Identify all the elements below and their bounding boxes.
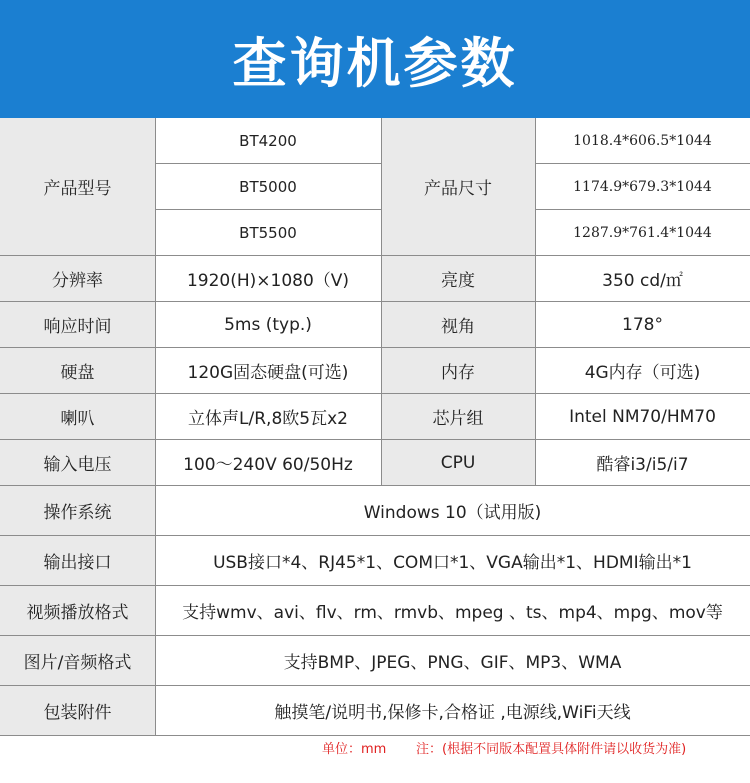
spec-value: 1920(H)×1080（V) [155, 256, 381, 301]
model-item: BT5500 [239, 223, 297, 242]
page-header [0, 0, 750, 118]
spec-row-pair [0, 256, 750, 302]
spec-row-pair [0, 394, 750, 440]
remark-note: 注：(根据不同版本配置具体附件请以收货为准) [416, 742, 687, 757]
footer-note [0, 738, 750, 756]
model-item: BT4200 [155, 118, 381, 164]
spec-label: 分辨率 [0, 256, 155, 301]
spec-row-wide [0, 686, 750, 736]
spec-value: 350 cd/㎡ [535, 256, 750, 301]
spec-label: 视频播放格式 [0, 586, 155, 635]
spec-row-model [0, 118, 750, 256]
spec-value: 4G内存（可选) [535, 348, 750, 393]
size-item: 1018.4*606.5*1044 [535, 118, 750, 164]
spec-label: 输出接口 [0, 536, 155, 585]
spec-value: 触摸笔/说明书,保修卡,合格证 ,电源线,WiFi天线 [155, 686, 750, 735]
spec-label: 视角 [381, 302, 535, 347]
spec-value: Intel NM70/HM70 [535, 394, 750, 439]
label-size: 产品尺寸 [381, 118, 535, 255]
spec-value: 支持wmv、avi、flv、rm、rmvb、mpeg 、ts、mp4、mpg、mov等 [155, 586, 750, 635]
size-item: 1174.9*679.3*1044 [535, 164, 750, 210]
spec-label: 包装附件 [0, 686, 155, 735]
model-item: BT5000 [155, 164, 381, 210]
page-title: 查询机参数 [232, 31, 518, 95]
spec-value: 100～240V 60/50Hz [155, 440, 381, 485]
spec-row-pair [0, 440, 750, 486]
label-model: 产品型号 [0, 118, 155, 255]
spec-row-pair [0, 348, 750, 394]
size-item: 1287.9*761.4*1044 [573, 224, 712, 241]
spec-label: 输入电压 [0, 440, 155, 485]
spec-row-wide [0, 586, 750, 636]
spec-label: 内存 [381, 348, 535, 393]
spec-value: 120G固态硬盘(可选) [155, 348, 381, 393]
spec-value: 酷睿i3/i5/i7 [535, 440, 750, 485]
spec-value: USB接口*4、RJ45*1、COM口*1、VGA输出*1、HDMI输出*1 [155, 536, 750, 585]
spec-row-wide [0, 536, 750, 586]
spec-label: 操作系统 [0, 486, 155, 535]
unit-note: 单位：mm [322, 742, 387, 757]
spec-row-wide [0, 486, 750, 536]
spec-label: 硬盘 [0, 348, 155, 393]
spec-value: 支持BMP、JPEG、PNG、GIF、MP3、WMA [155, 636, 750, 685]
spec-row-wide [0, 636, 750, 686]
spec-value: 178° [535, 302, 750, 347]
spec-row-pair [0, 302, 750, 348]
spec-label: 亮度 [381, 256, 535, 301]
spec-value: 立体声L/R,8欧5瓦x2 [155, 394, 381, 439]
model-list [155, 118, 381, 255]
spec-label: 喇叭 [0, 394, 155, 439]
spec-label: 响应时间 [0, 302, 155, 347]
spec-value: Windows 10（试用版) [155, 486, 750, 535]
size-list [535, 118, 750, 255]
spec-label: 芯片组 [381, 394, 535, 439]
spec-label: CPU [381, 440, 535, 485]
spec-value: 5ms (typ.) [155, 302, 381, 347]
spec-label: 图片/音频格式 [0, 636, 155, 685]
